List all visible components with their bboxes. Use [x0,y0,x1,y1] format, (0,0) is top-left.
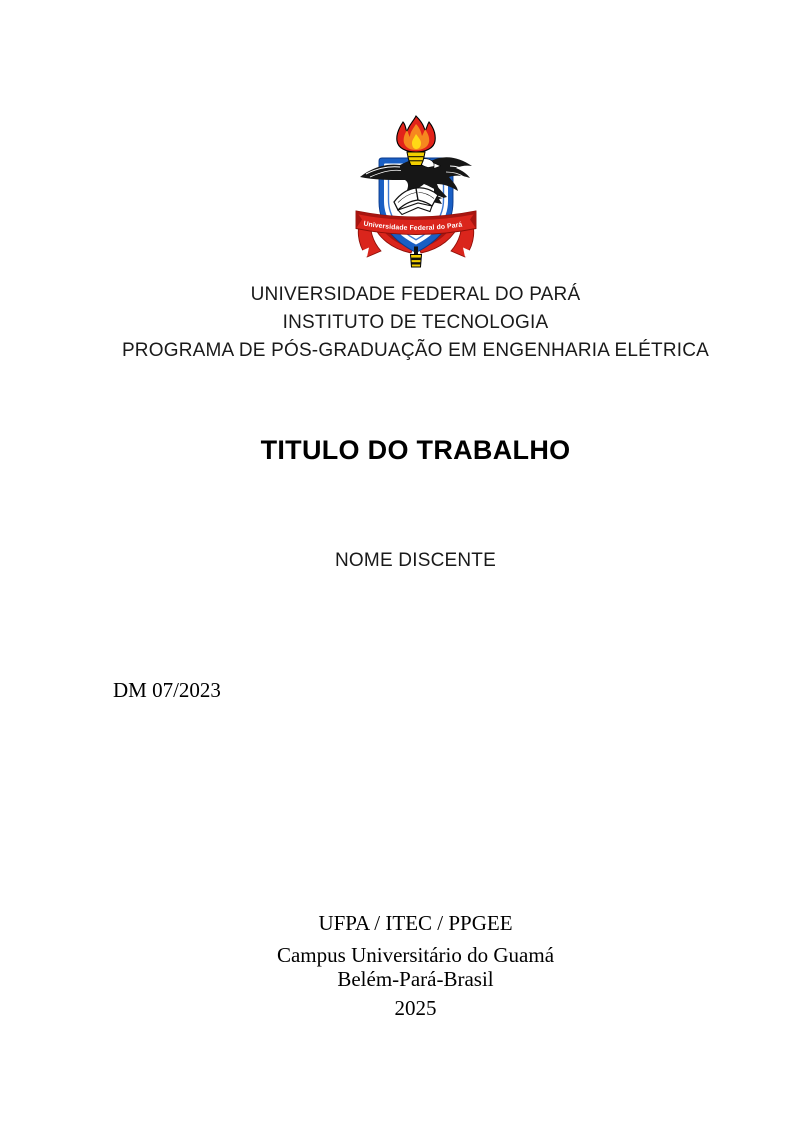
institute-name: INSTITUTO DE TECNOLOGIA [282,312,549,333]
author-name: NOME DISCENTE [335,550,496,571]
institution-header [113,281,718,365]
torch-icon [407,152,425,166]
document-code: DM 07/2023 [113,678,221,702]
work-title: TITULO DO TRABALHO [260,435,571,465]
ufpa-crest-icon [354,114,478,268]
flame-icon [396,116,434,152]
program-name: PROGRAMA DE PÓS-GRADUAÇÃO EM ENGENHARIA ELÉTRICA [121,340,710,361]
footer-institution-line: UFPA / ITEC / PPGEE [318,911,513,935]
institution-name: UNIVERSIDADE FEDERAL DO PARÁ [250,284,581,305]
crest-banner-text: Universidade Federal do Pará [362,220,463,233]
footer-year: 2025 [394,996,437,1020]
footer-city-line: Belém-Pará-Brasil [337,967,494,991]
footer-campus-line: Campus Universitário do Guamá [276,943,555,967]
crest-container [113,114,718,268]
